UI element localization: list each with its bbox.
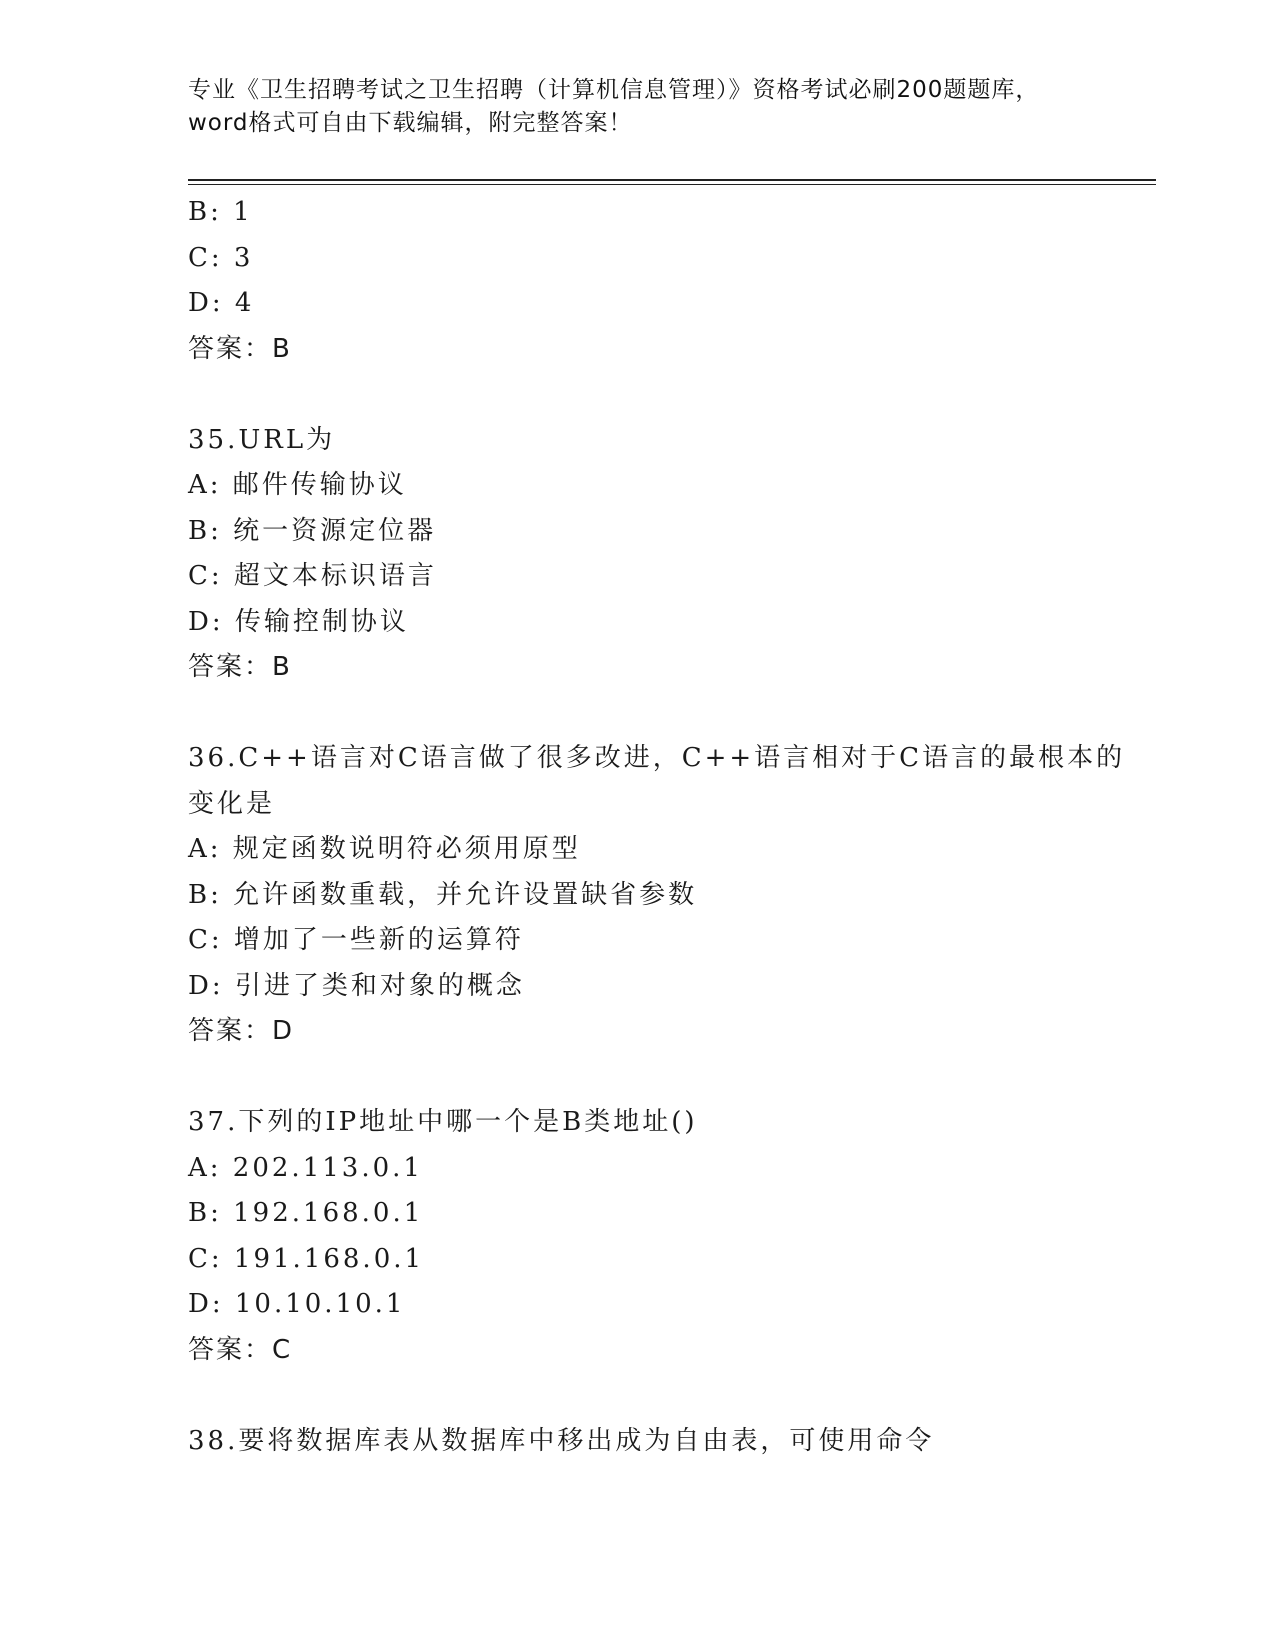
question-36: [188, 736, 1126, 1055]
option-d: D: 4: [188, 288, 255, 318]
answer-line: 答案：B: [188, 652, 292, 682]
spacer: [188, 1055, 1088, 1101]
answer-line: 答案：B: [188, 333, 292, 364]
question-35: [188, 418, 1088, 691]
question-list: [188, 190, 1126, 1464]
option-c: C: 增加了一些新的运算符: [188, 925, 524, 955]
option-c: C: 3: [188, 242, 254, 273]
question-text-continued: 变化是: [188, 788, 276, 819]
header-line-2: word格式可自由下载编辑，附完整答案！: [188, 110, 633, 136]
question-text: 36.C++语言对C语言做了很多改进，C++语言相对于C语言的最根本的: [188, 743, 1126, 773]
option-a: A: 邮件传输协议: [188, 470, 407, 500]
question-text: 38.要将数据库表从数据库中移出成为自由表，可使用命令: [188, 1425, 935, 1456]
option-d: D: 传输控制协议: [188, 606, 409, 637]
option-a: A: 202.113.0.1: [188, 1152, 423, 1183]
option-d: D: 10.10.10.1: [188, 1289, 406, 1319]
option-b: B: 1: [188, 197, 253, 227]
question-34-tail: [188, 190, 1088, 372]
answer-line: 答案：D: [188, 1016, 295, 1046]
spacer: [188, 372, 1088, 418]
option-a: A: 规定函数说明符必须用原型: [188, 834, 581, 864]
question-37: [188, 1100, 1088, 1373]
spacer: [188, 1373, 1088, 1419]
question-text: 37.下列的IP地址中哪一个是B类地址(): [188, 1107, 698, 1137]
option-b: B: 统一资源定位器: [188, 515, 437, 546]
option-b: B: 允许函数重载，并允许设置缺省参数: [188, 879, 698, 910]
header-divider: [188, 179, 1156, 185]
option-b: B: 192.168.0.1: [188, 1198, 424, 1228]
answer-line: 答案：C: [188, 1334, 293, 1365]
question-38: [188, 1419, 1088, 1465]
option-d: D: 引进了类和对象的概念: [188, 970, 525, 1001]
question-text: 35.URL为: [188, 424, 336, 455]
option-c: C: 超文本标识语言: [188, 561, 437, 591]
header-line-1: 专业《卫生招聘考试之卫生招聘（计算机信息管理）》资格考试必刷200题题库，: [188, 77, 1040, 103]
spacer: [188, 691, 1088, 737]
option-c: C: 191.168.0.1: [188, 1243, 425, 1274]
document-header: [188, 74, 1088, 140]
